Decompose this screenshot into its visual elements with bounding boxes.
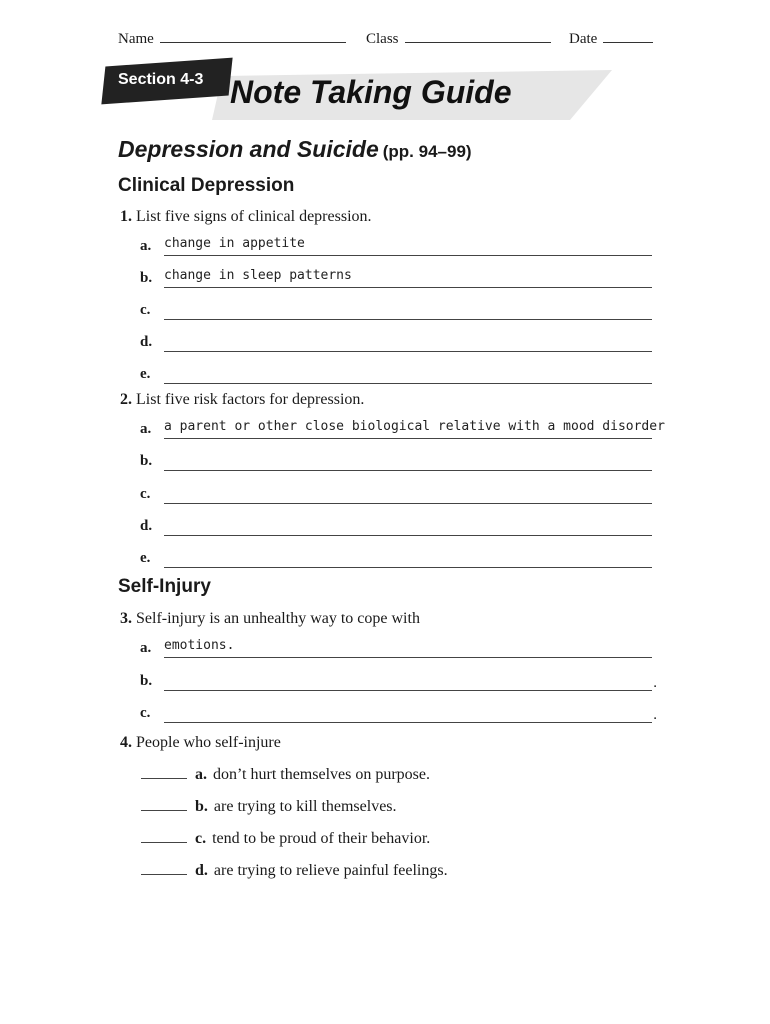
answer-line-2b[interactable]: b. bbox=[140, 451, 652, 471]
question-4: 4. People who self-injure bbox=[120, 734, 281, 751]
section-label: Section 4-3 bbox=[118, 71, 204, 88]
statement-4c[interactable]: c. tend to be proud of their behavior. bbox=[141, 828, 430, 848]
handwritten-answer: emotions. bbox=[164, 638, 235, 653]
class-label: Class bbox=[366, 31, 399, 47]
answer-line-2e[interactable]: e. bbox=[140, 548, 652, 568]
section-heading-clinical: Clinical Depression bbox=[118, 175, 295, 196]
answer-blank[interactable] bbox=[141, 764, 187, 779]
question-3: 3. Self-injury is an unhealthy way to cope with bbox=[120, 610, 420, 627]
answer-line-1d[interactable]: d. bbox=[140, 332, 652, 352]
handwritten-answer: a parent or other close biological relative with a mood disorder bbox=[164, 419, 665, 434]
name-label: Name bbox=[118, 31, 154, 47]
question-2: 2. List five risk factors for depression. bbox=[120, 391, 365, 408]
page-range: (pp. 94–99) bbox=[382, 142, 472, 161]
answer-line-1c[interactable]: c. bbox=[140, 300, 652, 320]
question-1: 1. List five signs of clinical depression. bbox=[120, 208, 372, 225]
class-field[interactable] bbox=[366, 28, 551, 48]
answer-line-2c[interactable]: c. bbox=[140, 484, 652, 504]
statement-4a[interactable]: a. don’t hurt themselves on purpose. bbox=[141, 764, 430, 784]
section-heading-self-injury: Self-Injury bbox=[118, 576, 211, 597]
answer-line-2d[interactable]: d. bbox=[140, 516, 652, 536]
answer-line-3a[interactable]: a. emotions. bbox=[140, 638, 652, 658]
name-field[interactable] bbox=[118, 28, 346, 48]
answer-line-3c[interactable]: c. . bbox=[140, 705, 657, 723]
answer-blank[interactable] bbox=[141, 828, 187, 843]
answer-line-1e[interactable]: e. bbox=[140, 364, 652, 384]
handwritten-answer: change in appetite bbox=[164, 236, 305, 251]
answer-line-3b[interactable]: b. . bbox=[140, 673, 657, 691]
answer-line-1a[interactable]: a. change in appetite bbox=[140, 236, 652, 256]
answer-blank[interactable] bbox=[141, 796, 187, 811]
statement-4d[interactable]: d. are trying to relieve painful feelings. bbox=[141, 860, 448, 880]
answer-line-1b[interactable]: b. change in sleep patterns bbox=[140, 268, 652, 288]
guide-title: Note Taking Guide bbox=[230, 74, 512, 110]
answer-blank[interactable] bbox=[141, 860, 187, 875]
date-label: Date bbox=[569, 31, 598, 47]
page-title: Depression and Suicide (pp. 94–99) bbox=[118, 136, 472, 162]
answer-line-2a[interactable]: a. a parent or other close biological relative with a mood disorder bbox=[140, 419, 665, 437]
date-field[interactable] bbox=[569, 28, 653, 48]
handwritten-answer: change in sleep patterns bbox=[164, 268, 352, 283]
statement-4b[interactable]: b. are trying to kill themselves. bbox=[141, 796, 397, 816]
